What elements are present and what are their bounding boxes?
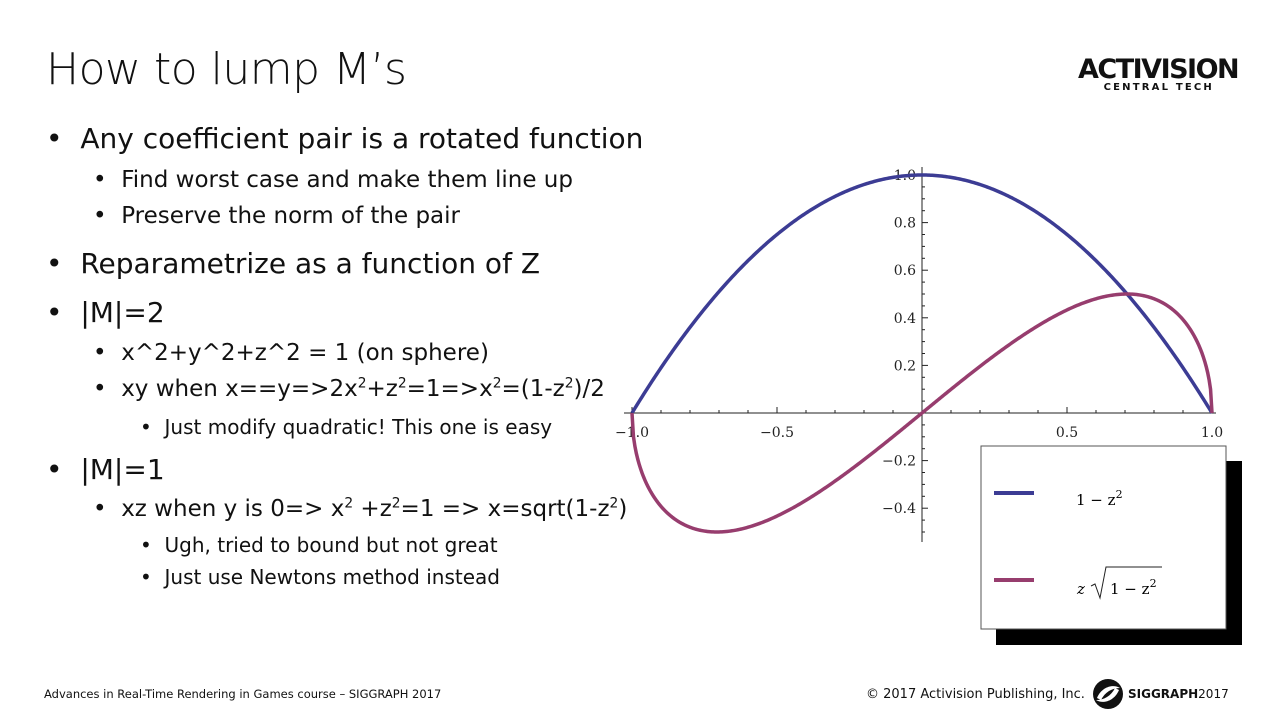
slide-title: How to lump M’s <box>46 44 407 95</box>
logo-line2: CENTRAL TECH <box>1103 82 1214 93</box>
siggraph-text: SIGGRAPH2017 <box>1128 687 1229 701</box>
y-tick-label: 0.8 <box>893 215 916 232</box>
bullet-l2: • xz when y is $0=> x^2 +z^2=1$ => $x=sqrt(1-z^2)$ <box>93 495 628 522</box>
bullet-l1: • |M|=1 <box>46 453 165 486</box>
siggraph-logo <box>1092 678 1229 710</box>
y-tick-label: 0.2 <box>893 358 916 375</box>
footer-course: Advances in Real-Time Rendering in Games course – SIGGRAPH 2017 <box>44 687 442 701</box>
bullet-l1: • Reparametrize as a function of Z <box>46 247 541 280</box>
bullet-l1: • |M|=2 <box>46 296 165 329</box>
y-tick-label: 1.0 <box>893 168 916 184</box>
bullet-l2: • xy when $x==y=>2x^2+z^2=1=>x^2=(1-z^2)/2$ <box>93 375 605 402</box>
bullet-l2: • Find worst case and make them line up <box>93 167 573 193</box>
bullet-l3: • Just modify quadratic! This one is easy <box>140 415 553 439</box>
y-tick-label: −0.2 <box>882 453 916 470</box>
logo-line1: ACTIVISION <box>1078 54 1239 85</box>
legend-box <box>981 446 1226 629</box>
x-tick-label: 1.0 <box>1200 425 1224 441</box>
siggraph-mark-icon <box>1092 678 1124 710</box>
legend-label-series2-prefix: z <box>1077 580 1085 598</box>
x-tick-label: 0.5 <box>1055 425 1079 441</box>
x-tick-label: −1.0 <box>615 425 649 441</box>
bullet-l3: • Just use Newtons method instead <box>140 565 500 589</box>
legend-label-series1: $1 - z^2$ <box>1076 488 1123 509</box>
chart-legend <box>981 446 1242 645</box>
y-tick-label: 0.4 <box>893 310 916 327</box>
legend-label-series2-radicand: $1 - z^2$ <box>1110 577 1157 598</box>
footer-copyright: © 2017 Activision Publishing, Inc. <box>866 687 1085 702</box>
bullet-l2: • Preserve the norm of the pair <box>93 203 460 229</box>
bullet-l2: • x^2+y^2+z^2 = 1 (on sphere) <box>93 340 489 366</box>
bullet-l1: • Any coefficient pair is a rotated function <box>46 122 644 155</box>
y-tick-label: −0.4 <box>882 501 916 518</box>
y-tick-label: 0.6 <box>893 263 916 280</box>
x-tick-label: −0.5 <box>760 425 794 441</box>
bullet-l3: • Ugh, tried to bound but not great <box>140 533 498 557</box>
